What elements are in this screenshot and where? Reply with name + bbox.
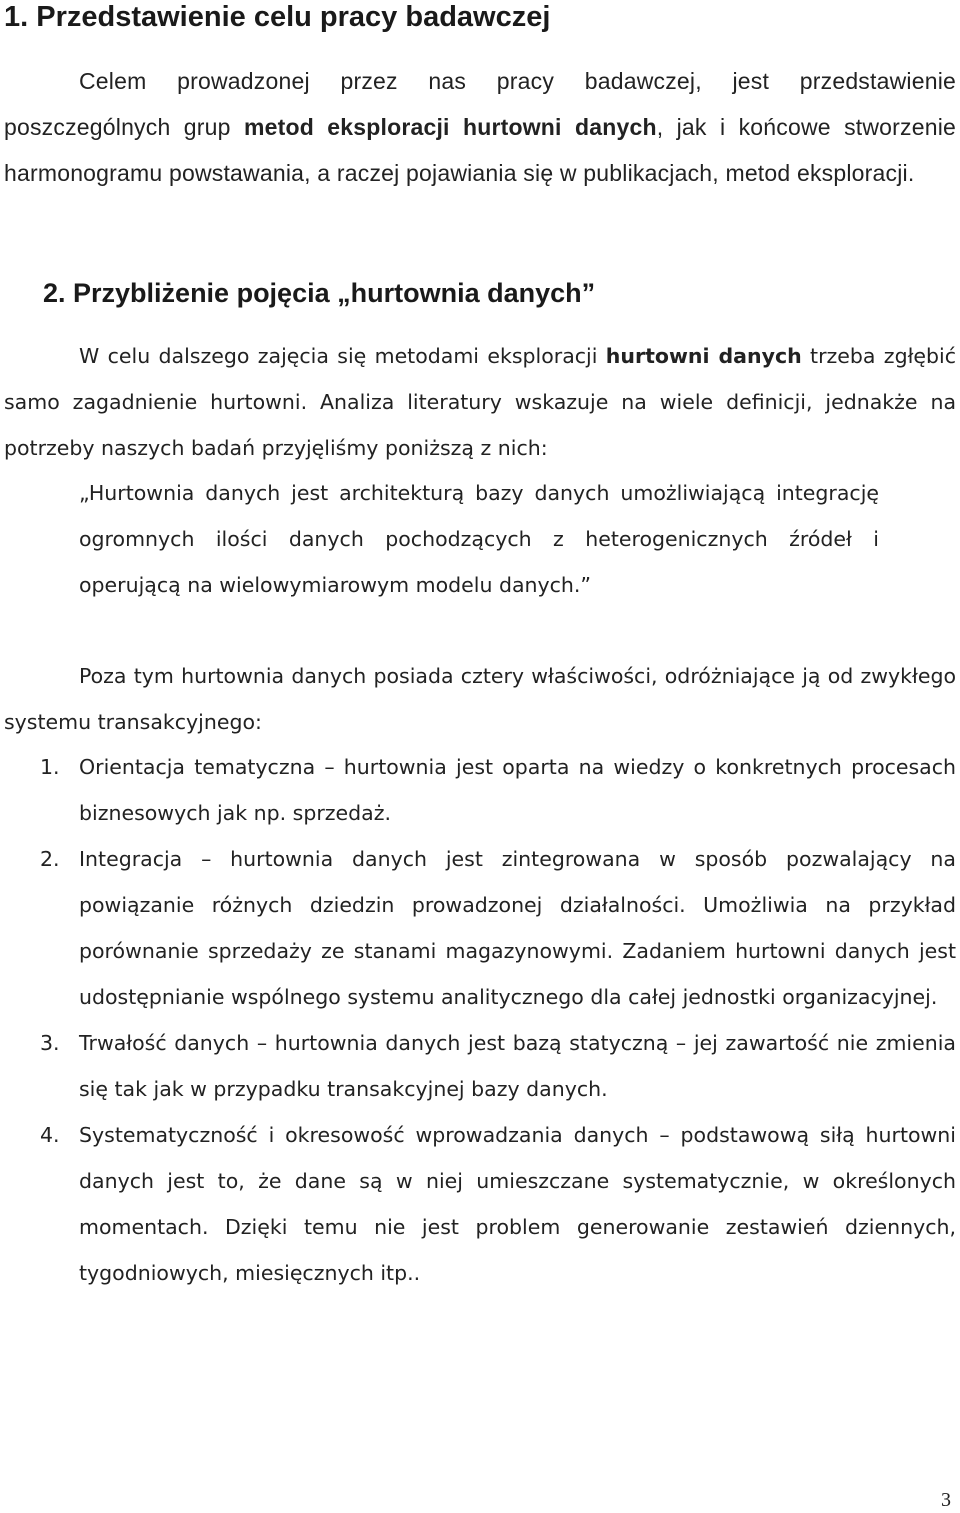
list-item-text: Orientacja tematyczna – hurtownia jest oparta na wiedzy o konkretnych procesach biznesowych jak np. sprzedaż. bbox=[79, 755, 956, 825]
bold-term: metod eksploracji hurtowni danych bbox=[243, 114, 657, 140]
properties-intro-paragraph bbox=[4, 653, 956, 745]
list-item-number: 2. bbox=[40, 847, 60, 871]
list-item-number: 3. bbox=[40, 1031, 60, 1055]
list-item bbox=[0, 744, 960, 836]
list-item-text: Systematyczność i okresowość wprowadzania danych – podstawową siłą hurtowni danych jest to, że dane są w niej umieszczane systematycznie, w określonych momentach. Dzięki temu nie jest problem generowanie zestawień dziennych, tygodniowych, miesięcznych itp.. bbox=[79, 1123, 956, 1285]
properties-list bbox=[0, 744, 960, 1296]
section-2-heading: 2. Przybliżenie pojęcia „hurtownia danych” bbox=[43, 278, 596, 308]
section-1-heading: 1. Przedstawienie celu pracy badawczej bbox=[4, 1, 551, 33]
definition-quote: „Hurtownia danych jest architekturą bazy danych umożliwiającą integrację ogromnych ilości danych pochodzących z heterogenicznych źródeł i operującą na wielowymiarowym modelu danych.” bbox=[79, 481, 879, 597]
paragraph-text: trzeba zgłębić samo zagadnienie hurtowni. Analiza literatury wskazuje na wiele definicji, jednakże na potrzeby naszych badań przyjęliśmy poniższą z nich: bbox=[4, 344, 957, 460]
list-item-number: 1. bbox=[40, 755, 60, 779]
section-1-paragraph bbox=[4, 58, 956, 196]
list-item bbox=[0, 1112, 960, 1296]
section-2-paragraph bbox=[4, 333, 956, 471]
page-number: 3 bbox=[941, 1489, 951, 1511]
list-item-number: 4. bbox=[40, 1123, 60, 1147]
list-item-text: Integracja – hurtownia danych jest zintegrowana w sposób pozwalający na powiązanie różnych dziedzin prowadzonej działalności. Umożliwia na przykład porównanie sprzedaży ze stanami magazynowymi. Zadaniem hurtowni danych jest udostępnianie wspólnego systemu analitycznego dla całej jednostki organizacyjnej. bbox=[79, 847, 956, 1009]
paragraph-text: , jak i końcowe stworzenie harmonogramu powstawania, a raczej pojawiania się w publikacjach, metod eksploracji. bbox=[4, 114, 957, 186]
bold-term: hurtowni danych bbox=[605, 344, 802, 368]
paragraph-text: Poza tym hurtownia danych posiada cztery właściwości, odróżniające ją od zwykłego systemu transakcyjnego: bbox=[4, 664, 956, 734]
paragraph-text: W celu dalszego zajęcia się metodami eksploracji bbox=[79, 344, 606, 368]
list-item bbox=[0, 1020, 960, 1112]
list-item bbox=[0, 836, 960, 1020]
paragraph-text: Celem prowadzonej przez nas pracy badawczej, jest przedstawienie poszczególnych grup bbox=[4, 68, 956, 140]
list-item-text: Trwałość danych – hurtownia danych jest bazą statyczną – jej zawartość nie zmienia się tak jak w przypadku transakcyjnej bazy danych. bbox=[79, 1031, 956, 1101]
